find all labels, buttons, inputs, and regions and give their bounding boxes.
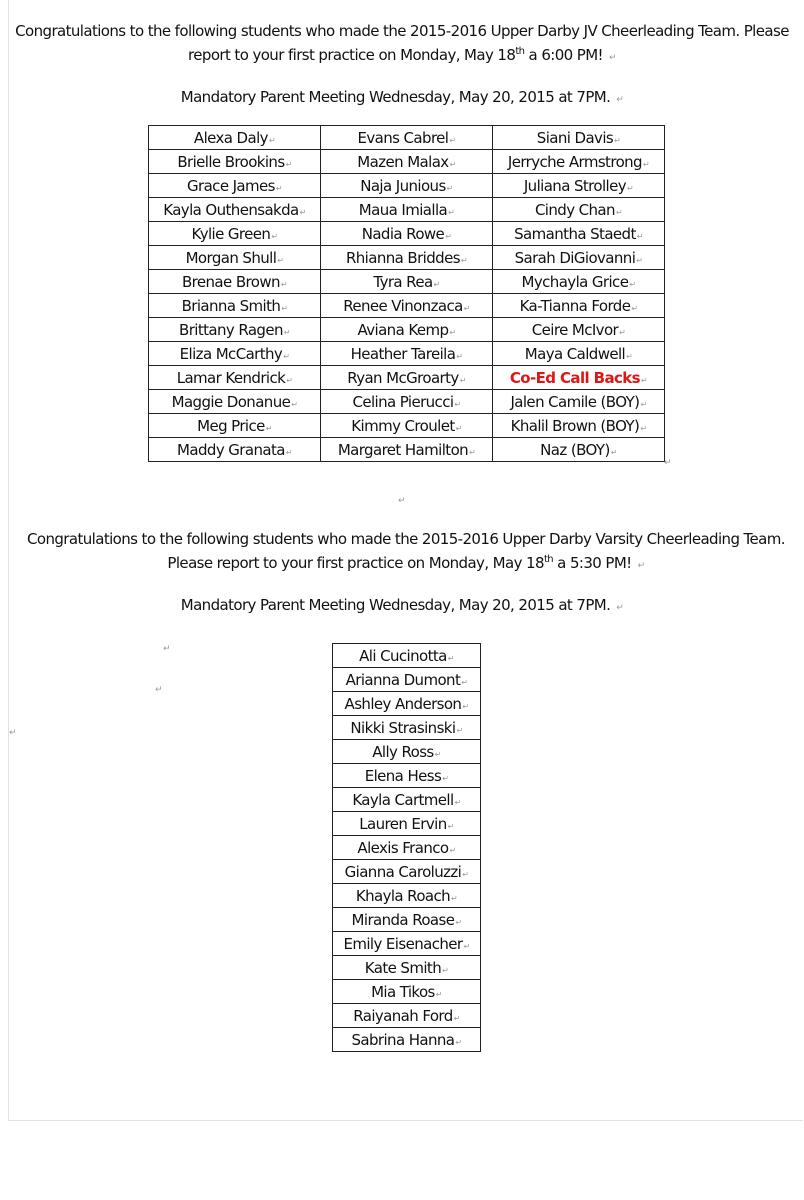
roster-cell: Sabrina Hanna↵ <box>333 1028 481 1052</box>
table-row <box>333 716 481 740</box>
roster-cell: Aviana Kemp↵ <box>321 318 493 342</box>
roster-cell: Jerryche Armstrong↵ <box>493 150 665 174</box>
varsity-meeting: Mandatory Parent Meeting Wednesday, May 20, 2015 at 7PM. ↵ <box>180 596 624 614</box>
table-row <box>149 294 665 318</box>
table-row <box>149 438 665 462</box>
table-row <box>333 884 481 908</box>
student-name: Celina Pierucci <box>352 392 454 411</box>
table-row <box>149 174 665 198</box>
table-row <box>149 318 665 342</box>
roster-cell: Raiyanah Ford↵ <box>333 1004 481 1028</box>
student-name: Kayla Cartmell <box>352 790 454 809</box>
student-name: Brenae Brown <box>181 272 280 291</box>
roster-cell: Rhianna Briddes↵ <box>321 246 493 270</box>
jv-intro <box>0 19 804 70</box>
student-name: Samantha Staedt <box>514 224 636 243</box>
roster-cell: Ceire McIvor↵ <box>493 318 665 342</box>
table-row <box>149 342 665 366</box>
student-name: Morgan Shull <box>185 248 277 267</box>
roster-cell: Mychayla Grice↵ <box>493 270 665 294</box>
roster-cell: Brenae Brown↵ <box>149 270 321 294</box>
jv-meeting: Mandatory Parent Meeting Wednesday, May 20, 2015 at 7PM. ↵ <box>180 88 624 106</box>
roster-cell: Mazen Malax↵ <box>321 150 493 174</box>
table-row <box>149 270 665 294</box>
student-name: Sabrina Hanna <box>351 1030 455 1049</box>
student-name: Ka-Tianna Forde <box>519 296 631 315</box>
roster-cell: Sarah DiGiovanni↵ <box>493 246 665 270</box>
student-name: Brielle Brookins <box>177 152 285 171</box>
student-name: Mazen Malax <box>357 152 449 171</box>
roster-cell: Ashley Anderson↵ <box>333 692 481 716</box>
varsity-intro <box>4 527 804 578</box>
student-name: Kimmy Croulet <box>351 416 455 435</box>
table-row <box>333 836 481 860</box>
roster-cell: Alexa Daly↵ <box>149 126 321 150</box>
table-row <box>149 222 665 246</box>
student-name: Maggie Donanue <box>171 392 291 411</box>
varsity-intro-line1: Congratulations to the following students who made the 2015-2016 Upper Darby Varsity Cheerleading Team. <box>27 530 785 548</box>
roster-cell: Alexis Franco↵ <box>333 836 481 860</box>
roster-cell: Maggie Donanue↵ <box>149 390 321 414</box>
roster-cell: Eliza McCarthy↵ <box>149 342 321 366</box>
student-name: Lamar Kendrick <box>176 368 286 387</box>
student-name: Nadia Rowe <box>361 224 445 243</box>
student-name: Ashley Anderson <box>344 694 462 713</box>
varsity-roster-table <box>332 643 481 1052</box>
student-name: Brittany Ragen <box>179 320 283 339</box>
student-name: Heather Tareila <box>350 344 456 363</box>
table-row <box>333 740 481 764</box>
student-name: Ceire McIvor <box>531 320 619 339</box>
table-row <box>333 644 481 668</box>
roster-cell: Nadia Rowe↵ <box>321 222 493 246</box>
paragraph-mark: ↵ <box>155 685 163 695</box>
table-row <box>149 246 665 270</box>
roster-cell: Ryan McGroarty↵ <box>321 366 493 390</box>
roster-cell: Lamar Kendrick↵ <box>149 366 321 390</box>
roster-cell: Ali Cucinotta↵ <box>333 644 481 668</box>
table-row <box>333 788 481 812</box>
table-row <box>149 126 665 150</box>
student-name: Maua Imialla <box>358 200 448 219</box>
roster-cell: Ally Ross↵ <box>333 740 481 764</box>
roster-cell: Naz (BOY)↵ <box>493 438 665 462</box>
student-name: Jerryche Armstrong <box>507 152 642 171</box>
student-name: Juliana Strolley <box>523 176 627 195</box>
table-row <box>333 1004 481 1028</box>
student-name: Meg Price <box>197 416 265 435</box>
student-name: Margaret Hamilton <box>337 440 469 459</box>
student-name: Kayla Outhensakda <box>163 200 299 219</box>
roster-cell: Samantha Staedt↵ <box>493 222 665 246</box>
student-name: Khalil Brown (BOY) <box>510 416 640 435</box>
roster-cell: Emily Eisenacher↵ <box>333 932 481 956</box>
student-name: Kate Smith <box>364 958 442 977</box>
student-name: Eliza McCarthy <box>179 344 283 363</box>
roster-cell: Khayla Roach↵ <box>333 884 481 908</box>
roster-cell: Mia Tikos↵ <box>333 980 481 1004</box>
student-name: Rhianna Briddes <box>345 248 460 267</box>
jv-intro-line1: Congratulations to the following students who made the 2015-2016 Upper Darby JV Cheerleading Team. Please <box>15 22 789 40</box>
roster-cell: Jalen Camile (BOY)↵ <box>493 390 665 414</box>
roster-cell: Maua Imialla↵ <box>321 198 493 222</box>
student-name: Renee Vinonzaca <box>343 296 463 315</box>
roster-cell: Kayla Cartmell↵ <box>333 788 481 812</box>
roster-cell: Celina Pierucci↵ <box>321 390 493 414</box>
student-name: Gianna Caroluzzi <box>344 862 462 881</box>
roster-cell: Elena Hess↵ <box>333 764 481 788</box>
roster-cell: Kayla Outhensakda↵ <box>149 198 321 222</box>
student-name: Khayla Roach <box>355 886 451 905</box>
paragraph-mark: ↵ <box>9 728 17 738</box>
student-name: Co-Ed Call Backs <box>509 368 641 387</box>
roster-cell: Ka-Tianna Forde↵ <box>493 294 665 318</box>
student-name: Cindy Chan <box>534 200 615 219</box>
student-name: Tyra Rea <box>373 272 433 291</box>
roster-cell: Nikki Strasinski↵ <box>333 716 481 740</box>
student-name: Naja Junious <box>360 176 446 195</box>
table-row <box>333 980 481 1004</box>
student-name: Sarah DiGiovanni <box>514 248 636 267</box>
student-name: Mia Tikos <box>371 982 435 1001</box>
table-row <box>333 956 481 980</box>
roster-cell: Kylie Green↵ <box>149 222 321 246</box>
roster-cell: Kate Smith↵ <box>333 956 481 980</box>
table-row <box>333 1028 481 1052</box>
table-row <box>149 150 665 174</box>
student-name: Emily Eisenacher <box>343 934 463 953</box>
roster-cell: Lauren Ervin↵ <box>333 812 481 836</box>
table-row <box>149 366 665 390</box>
table-row <box>149 390 665 414</box>
table-row <box>333 908 481 932</box>
roster-cell: Grace James↵ <box>149 174 321 198</box>
table-row <box>333 812 481 836</box>
roster-cell: Siani Davis↵ <box>493 126 665 150</box>
roster-cell: Renee Vinonzaca↵ <box>321 294 493 318</box>
roster-cell: Brianna Smith↵ <box>149 294 321 318</box>
roster-cell: Naja Junious↵ <box>321 174 493 198</box>
roster-cell: Brittany Ragen↵ <box>149 318 321 342</box>
student-name: Brianna Smith <box>181 296 281 315</box>
student-name: Alexis Franco <box>357 838 449 857</box>
student-name: Alexa Daly <box>193 128 268 147</box>
roster-cell: Khalil Brown (BOY)↵ <box>493 414 665 438</box>
student-name: Aviana Kemp <box>357 320 449 339</box>
student-name: Mychayla Grice <box>521 272 629 291</box>
varsity-intro-line2: Please report to your first practice on Monday, May 18th a 5:30 PM! ↵ <box>167 554 645 572</box>
student-name: Maddy Granata <box>177 440 285 459</box>
roster-cell: Gianna Caroluzzi↵ <box>333 860 481 884</box>
roster-cell: Maya Caldwell↵ <box>493 342 665 366</box>
roster-cell: Brielle Brookins↵ <box>149 150 321 174</box>
student-name: Siani Davis <box>536 128 614 147</box>
student-name: Lauren Ervin <box>359 814 447 833</box>
table-row <box>333 860 481 884</box>
student-name: Raiyanah Ford <box>353 1006 453 1025</box>
roster-cell: Margaret Hamilton↵ <box>321 438 493 462</box>
student-name: Evans Cabrel <box>357 128 449 147</box>
student-name: Elena Hess <box>364 766 442 785</box>
table-row <box>333 692 481 716</box>
roster-cell: Evans Cabrel↵ <box>321 126 493 150</box>
roster-cell: Maddy Granata↵ <box>149 438 321 462</box>
table-row <box>333 932 481 956</box>
table-row <box>333 764 481 788</box>
table-row <box>149 198 665 222</box>
student-name: Nikki Strasinski <box>350 718 456 737</box>
jv-roster-table <box>148 125 665 462</box>
student-name: Maya Caldwell <box>524 344 626 363</box>
roster-cell: Tyra Rea↵ <box>321 270 493 294</box>
roster-cell: Heather Tareila↵ <box>321 342 493 366</box>
student-name: Ali Cucinotta <box>359 646 447 665</box>
roster-cell: Arianna Dumont↵ <box>333 668 481 692</box>
student-name: Ryan McGroarty <box>347 368 459 387</box>
student-name: Naz (BOY) <box>540 440 610 459</box>
roster-cell: Cindy Chan↵ <box>493 198 665 222</box>
student-name: Jalen Camile (BOY) <box>510 392 640 411</box>
student-name: Ally Ross <box>372 742 434 761</box>
paragraph-mark: ↵ <box>398 496 406 506</box>
roster-cell: Co-Ed Call Backs↵ <box>493 366 665 390</box>
table-row <box>149 414 665 438</box>
roster-cell: Juliana Strolley↵ <box>493 174 665 198</box>
student-name: Grace James <box>186 176 275 195</box>
table-end-mark: ↵ <box>664 458 672 468</box>
table-row <box>333 668 481 692</box>
paragraph-mark: ↵ <box>163 644 171 654</box>
roster-cell: Kimmy Croulet↵ <box>321 414 493 438</box>
roster-cell: Miranda Roase↵ <box>333 908 481 932</box>
roster-cell: Morgan Shull↵ <box>149 246 321 270</box>
student-name: Kylie Green <box>191 224 271 243</box>
jv-intro-line2: report to your first practice on Monday, May 18th a 6:00 PM! ↵ <box>188 46 616 64</box>
student-name: Arianna Dumont <box>345 670 461 689</box>
roster-cell: Meg Price↵ <box>149 414 321 438</box>
student-name: Miranda Roase <box>351 910 455 929</box>
